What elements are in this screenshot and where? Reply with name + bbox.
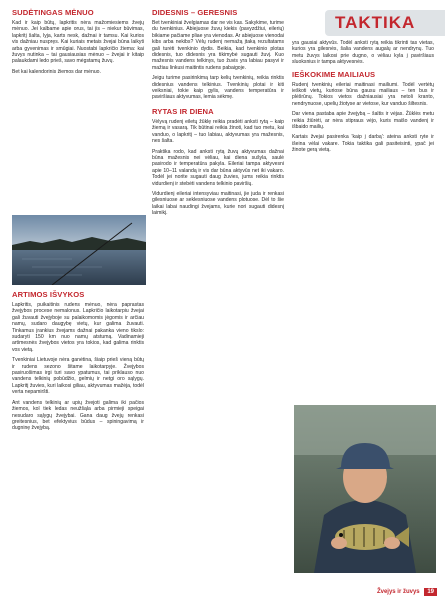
heading-didesnis-geresnis: DIDESNIS – GERESNIS — [152, 8, 238, 17]
paragraph: Tvenkiniai Lietuvoje nėra ganėtina, šiaip prieš vieną būtų ir rudens sezono šitame laikotarpyje. Žvejybos pasiruošimas irgi turi savo ypatumus, tai priklauso nuo vandens telkinių pobūdžio, gelmių ir netgi oro sąlygų. Lapkritį žuvies, kuri laikosi giliau, aktyvumas mažėja, todėl verta nepamiršti. — [12, 357, 144, 396]
lake-image — [12, 215, 146, 285]
section-tab — [325, 10, 445, 36]
section-tab-label: TAKTIKA — [335, 13, 416, 32]
column-2 — [152, 8, 284, 588]
paragraph: Ant vandens telkinių ar upių žvejoti galima iki pačios žiemos, kol tiek ledas neužšąla arba pirmieji speigai nesudaro sąlygų žvejybai. Gana daug žvejų renkasi greitesnius, bet efektyvius būdus – spiningavimą ir dugninę žvejybą. — [12, 399, 144, 432]
angler-photo — [294, 405, 436, 573]
paragraph: Kad ir kaip būtų, lapkritis nėra mažomiesiems žvejų mėnuo. Jei kalbame apie orus, tai jis – niekur būvimas, lapkritį šalta, lyja, karts nesk, dažnai ir tamsu. Kai kurios vis dažniau nuspręs. Kai kuriais metais žvejai būna laikyti arba gyvenimas ir smūgiai. Nuostabi lapkričio žiema: kai žuvys nutinka – tai gausiausias mėnuo – žvejai ir kitaip palaukdami ledo prieš, savo mėgstamų žuvų. — [12, 20, 144, 65]
angler-image — [294, 405, 436, 573]
heading-sudetingas-menuo: SUDĖTINGAS MĖNUO — [12, 8, 94, 17]
paragraph: Vėlyvą rudenį eiletų žūklę reikia pradėti anksti rytą – kaip žiemą ir vasarą. Tik būtinai reikia žinoti, kad tuo metu, kai vanduo, o lapkritį – tuo labiau, aktyvumas yra mažesnis, nes šalta. — [152, 118, 284, 145]
lake-photo — [12, 215, 146, 285]
page-number: 19 — [424, 588, 437, 596]
paragraph: Jeigu turime pasirinkimą tarp kelių tvenkinių, reikia rinktis didesnius vandens telkinius. Tvenkinių plotai ir kiti veiksniai, tokie kaip gylis, vandens temperatūra ir paviršiaus aktyvumas, lemia sėkmę. — [152, 75, 284, 101]
paragraph: Kartais žvejai pasirenka 'kaip į darbą': ateina anksti ryte ir išeina vėlai vakare. Tokia taktika gali pasiteisinti, ypač jei žinote gerą vietą. — [292, 134, 434, 154]
paragraph: Lapkritis, puikaitinis rudens mėnuo, nėra paprastas žvejybos procese nemalonus. Lapkričio laikotarpiu žvejai gali žuvauti žvejyboje su palaikomomis jėgomis ir arčiau namų, sudaro daugybę vietų, kur galima žuvauti. Tinkamus įrankius žvejams dažnai pakanka vieno tikslo: sudaryti 150 km nuo namų atstumą. Vadinamieji artimesnės žvejybos vietos yra tokios, kad galima rinktis vos vietą. — [12, 302, 144, 353]
paragraph: Bet kai kalendorinis žiemos dar mėnuo. — [12, 68, 101, 75]
column-1-lower — [12, 290, 144, 590]
page-footer — [377, 588, 437, 596]
paragraph: Bet tvenkiniai žvelgiamas dar ne vis kas. Sakykime, turime du tvenkinius. Abiejuose žuvų kiekis (pavyzdžiui, eilerių) bikiame pačiame pliae yra vienodas. Ar abiejuose vienodai kibs arba nekibs? Vėlų rudenį nemažą įtaką rezultatams gali turėti tvenkinio dydis. Beikia, kad tvenkinio plotas didesnis, tuo didesnis yra tikimybė sugauti žuvį. Kuo mažesnis vandens telkinys, tuo žuvis yra labiau pasyvi ir mažiau linkusi maitintis rudens pabaigoje. — [152, 20, 284, 71]
paragraph: Rudenį tvenkinių eileriai maitinasi mailiumi. Todėl vertėtų ieškoti vietų, kuriose būna gausu mailiaus – ten bus ir plėšrūnų. Tokios vietos dažniausiai yra netoli kranto, nendrynuose, upelių žiotyse ar vietose, kur vanduo šiltesnis. — [292, 81, 434, 107]
paragraph: Praktika rodo, kad anksti rytą žuvų aktyvumas dažnai būna mažesnis nei vėliau, kai diena sušyla, saulė pasirodo ir temperatūra pakyla. Eileriai tampa aktyvesni apie 10–11 valandą ir vis dar būna aktyvūs net iki vakaro. Todėl jei norite sugauti daug žuvies, jums reikia rinktis vidurdienį ir stebėti vandens telkinio paviršių. — [152, 148, 284, 187]
paragraph: Dar viena pastaba apie žvejybą – šaltis ir vėjas. Žūklės metu reikia žiūrėti, ar nėra stipraus vėjo, kuris maišo vandenį ir išbaido mailių. — [292, 111, 434, 131]
heading-artimos-isvykos: ARTIMOS IŠVYKOS — [12, 290, 85, 299]
magazine-name: Žvejys ir žuvys — [376, 589, 420, 595]
paragraph: yra gausiai aktyvūs. Todėl anksti rytą reikia tikrinti tas vietas, kurios yra gilesnės, šalia vandens augalų ar nendrynų. Tuo metu žuvys laikosi prie dugno, o vėliau kyla į paviršiaus sluoksnius ir tampa aktyvesnės. — [292, 40, 434, 66]
heading-ieskokime-mailiaus: IEŠKOKIME MAILIAUS — [292, 69, 376, 79]
paragraph: Vidurdienį eileriai intensyviau maitinasi, jie juda ir renkasi gilesniuose ar seklesniuose vandens plotuose. Dėl to šie laikai labai naudingi žvejams, kurie nori sugauti didesnį laimikį. — [152, 190, 284, 217]
heading-rytas-ir-diena: RYTAS IR DIENA — [152, 106, 214, 116]
